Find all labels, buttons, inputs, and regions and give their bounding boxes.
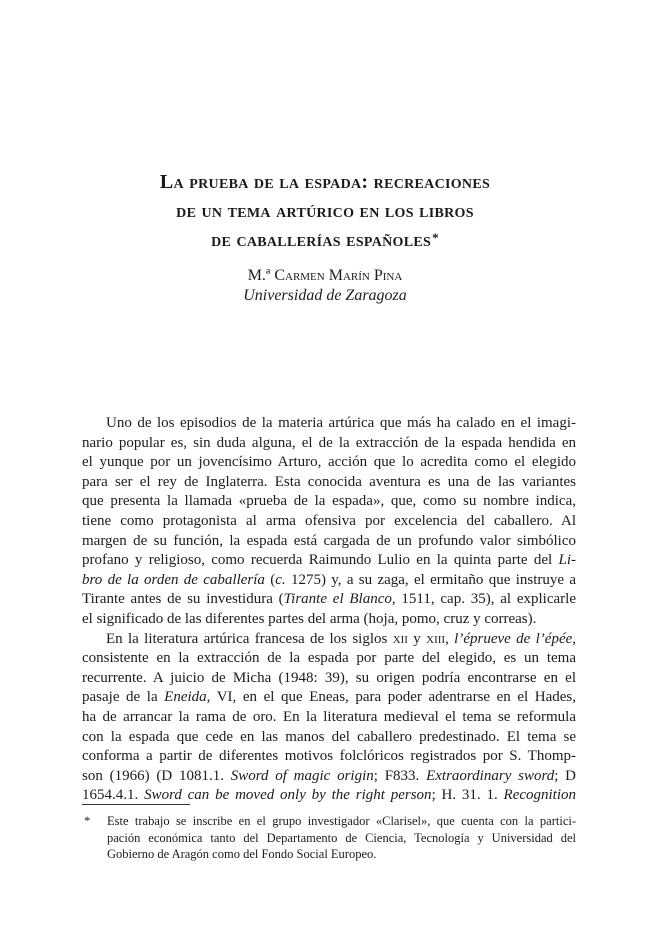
- footnote-line: Este trabajo se inscribe en el grupo investigador «Clarisel», que cuenta con la partici-: [107, 814, 576, 828]
- text-line: [82, 767, 576, 787]
- text-run: Tirante antes de su investidura (: [82, 591, 284, 608]
- text-line: que presenta la llamada «prueba de la espada», que, como su nombre indica,: [82, 493, 576, 510]
- text-line: [82, 786, 576, 806]
- text-line: el significado de las diferentes partes del arma (hoja, pomo, cruz y correas).: [82, 610, 537, 627]
- text-line: consistente en la extracción de la espada por parte del elegido, es un tema: [82, 650, 576, 667]
- footnote-line: pación económica tanto del Departamento de Ciencia, Tecnología y Universidad del: [107, 830, 576, 845]
- text-line: conforma a partir de diferentes motivos folclóricos registrados por S. Thomp-: [82, 748, 576, 765]
- italic-run: Sword can be moved only by the right person: [144, 787, 432, 804]
- text-line: [82, 688, 576, 708]
- title-line-1: La prueba de la espada: recreaciones: [159, 171, 491, 193]
- text-line: [82, 590, 576, 610]
- italic-run: Tirante el Blanco: [283, 591, 392, 608]
- text-line: Uno de los episodios de la materia artúrica que más ha calado en el imagi-: [106, 415, 576, 431]
- smallcaps-run: xiii: [426, 630, 446, 647]
- footnote: [82, 813, 576, 863]
- text-line: [82, 571, 576, 591]
- text-line: recurrente. A juicio de Micha (1948: 39), su origen podría encontrarse en el: [82, 669, 576, 686]
- italic-run: Sword of magic origin: [230, 767, 374, 784]
- text-run: , VI, en el que Eneas, para poder adentrarse en el Hades,: [206, 689, 576, 706]
- title-footnote-mark[interactable]: *: [432, 230, 439, 245]
- title-line-3: [0, 226, 650, 255]
- title-line-3-text: de caballerías españoles: [211, 229, 432, 251]
- text-run: , 1511, cap. 35), al explicarle: [391, 591, 576, 608]
- author-block: [0, 266, 650, 306]
- text-line: tiene como protagonista al arma ofensiva por excelencia del caballero. Al: [82, 512, 576, 529]
- text-run: ,: [572, 630, 577, 647]
- text-run: pasaje de la: [82, 689, 165, 706]
- text-run: En la literatura artúrica francesa de los siglos: [106, 630, 393, 647]
- italic-run: Eneida: [164, 689, 207, 706]
- footnote-line: Gobierno de Aragón como del Fondo Social Europeo.: [107, 847, 377, 861]
- body-text: [82, 414, 576, 806]
- text-run: 1654.4.1.: [82, 787, 145, 804]
- paragraph-2: [82, 630, 576, 806]
- text-run: son (1966) (D 1081.1.: [82, 767, 231, 784]
- author-name: M.ª Carmen Marín Pina: [247, 267, 403, 284]
- text-line: ha de arrancar la rama de oro. En la literatura medieval el tema se reformula: [82, 708, 576, 725]
- text-line: para ser el rey de Inglaterra. Esta conocida aventura es una de las variantes: [82, 473, 576, 490]
- article-title: [0, 168, 650, 255]
- text-run: ,: [445, 630, 455, 647]
- text-line: el yunque por un jovencísimo Arturo, acción que lo acredita como el elegido: [82, 454, 576, 471]
- author-institution: Universidad de Zaragoza: [243, 287, 407, 304]
- text-run: 1275) y, a su zaga, el ermitaño que instruye a: [285, 571, 576, 588]
- text-line: margen de su función, la espada está cargada de un profundo valor simbólico: [82, 532, 576, 549]
- footnote-mark: *: [84, 814, 91, 828]
- text-run: ; F833.: [373, 767, 427, 784]
- text-run: ; H. 31. 1.: [431, 787, 504, 804]
- text-run: profano y religioso, como recuerda Raimundo Lulio en la quinta parte del: [82, 552, 559, 569]
- text-line: [82, 551, 576, 571]
- paragraph-1: [82, 414, 576, 630]
- text-line: nario popular es, sin duda alguna, el de la extracción de la espada hendida en: [82, 434, 576, 451]
- text-line: con la espada que cede en las manos del caballero predestinado. El tema se: [82, 728, 576, 745]
- italic-run: c.: [275, 571, 286, 588]
- italic-run: Extraordinary sword: [426, 767, 555, 784]
- italic-run: Li-: [558, 552, 576, 569]
- italic-run: bro de la orden de caballería: [82, 571, 265, 588]
- text-run: ; D: [554, 767, 576, 784]
- text-run: (: [264, 571, 276, 588]
- footnote-separator: [82, 804, 190, 805]
- italic-run: Recognition: [503, 787, 577, 804]
- footnote-text: [107, 813, 576, 863]
- smallcaps-run: xii: [392, 630, 408, 647]
- italic-run: l’éprueve de l’épée: [454, 630, 573, 647]
- text-run: y: [407, 630, 427, 647]
- text-line: [82, 630, 576, 650]
- title-line-2: de un tema artúrico en los libros: [176, 200, 474, 222]
